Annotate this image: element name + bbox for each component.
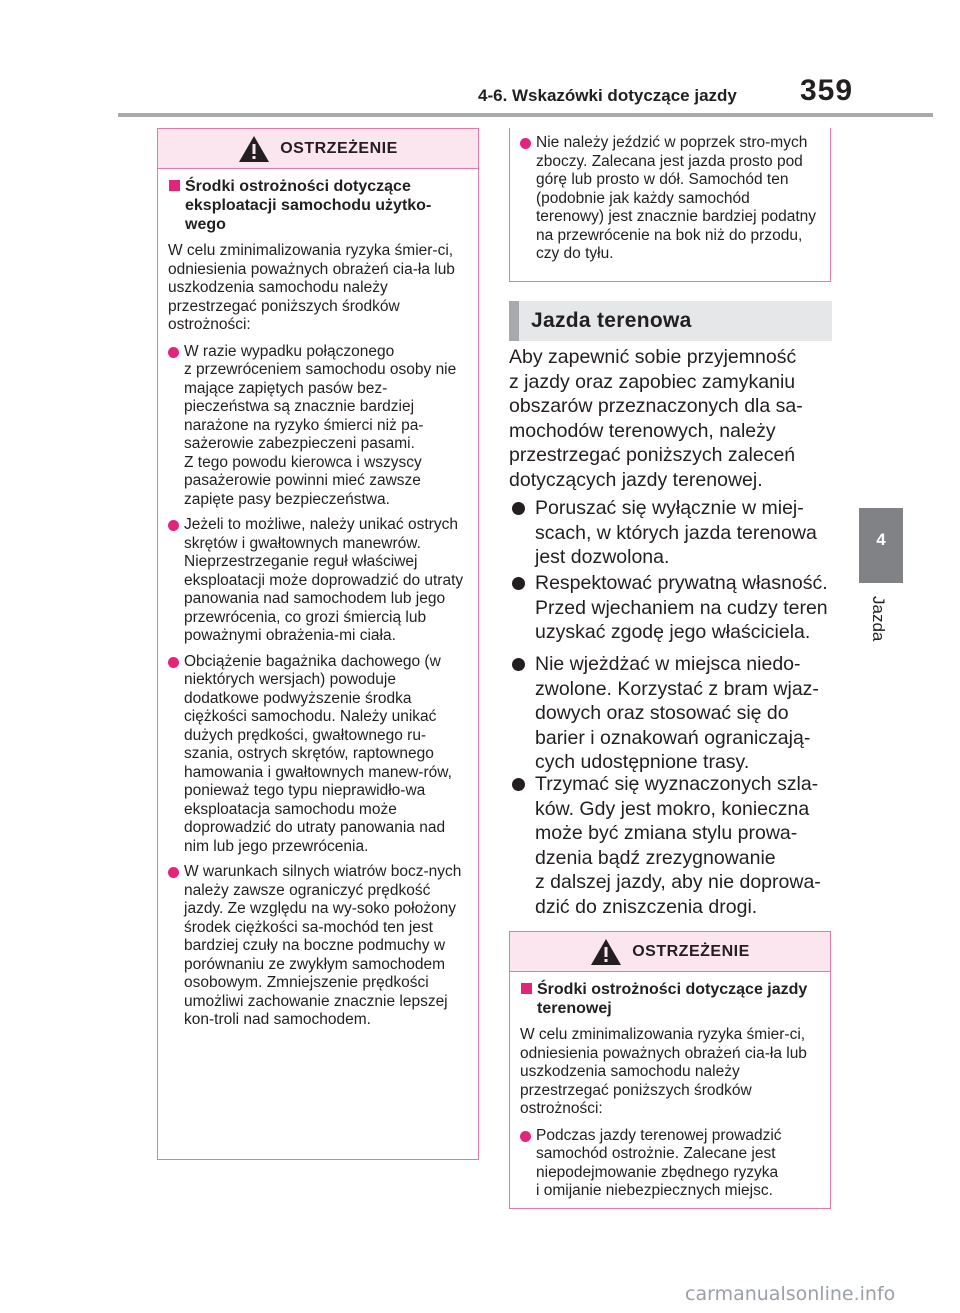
bullet-dot-icon: [512, 577, 525, 590]
warning-triangle-icon: [590, 938, 622, 966]
page-number: 359: [800, 74, 854, 107]
warning-bullet-text: Podczas jazdy terenowej prowadzić samochód ostrożnie. Zalecane jest niepodejmowanie zbędnego ryzyka i omijanie niebezpiecznych miejsc.: [536, 1126, 782, 1199]
warning-intro: W celu zminimalizowania ryzyka śmier-ci, odniesienia poważnych obrażeń cia-ła lub uszkodzenia samochodu należy przestrzegać poniższych środków ostrożności:: [520, 1026, 807, 1117]
bullet-dot-icon: [520, 1131, 531, 1142]
section-heading: Jazda terenowa: [509, 301, 832, 341]
warning-box-left: [157, 128, 479, 1160]
bullet-dot-icon: [168, 867, 179, 878]
chapter-label: Jazda: [869, 596, 888, 642]
warning-bullet: [520, 134, 820, 264]
warning-label: OSTRZEŻENIE: [280, 139, 398, 157]
warning-triangle-icon: [238, 135, 270, 163]
warning-subtitle: [168, 177, 468, 234]
section-title: 4-6. Wskazówki dotyczące jazdy: [478, 86, 737, 105]
warning-box-continued: [509, 128, 831, 282]
bullet-dot-icon: [168, 520, 179, 531]
warning-bullet: [168, 516, 468, 646]
warning-header: [158, 129, 478, 169]
warning-bullet: [520, 1127, 820, 1201]
warning-bullet: [168, 653, 468, 857]
offroad-bullet: [509, 571, 839, 645]
warning-bullet-text: Nie należy jeździć w poprzek stro-mych zboczy. Zalecana jest jazda prosto pod górę lub prosto w dół. Samochód ten (podobnie jak każdy samochód terenowy) jest znacznie bardziej podatny na przewrócenie na bok niż do przodu, czy do tyłu.: [536, 134, 817, 262]
offroad-bullet: [509, 772, 839, 919]
warning-subtitle: [520, 980, 820, 1018]
header-divider: [118, 113, 933, 117]
warning-header: [510, 932, 830, 972]
bullet-dot-icon: [520, 138, 531, 149]
square-bullet-icon: [521, 983, 532, 994]
warning-bullet: [168, 863, 468, 1030]
warning-intro: W celu zminimalizowania ryzyka śmier-ci, odniesienia poważnych obrażeń cia-ła lub uszkodzenia samochodu należy przestrzegać poniższych środków ostrożności:: [168, 242, 455, 333]
warning-body: [158, 169, 478, 1047]
square-bullet-icon: [169, 180, 180, 191]
offroad-bullet-text: Nie wjeżdżać w miejsca niedo-zwolone. Korzystać z bram wjaz-dowych oraz stosować się do barier i oznakowań ograniczają-cych udostępnione trasy.: [535, 653, 819, 773]
warning-body: [510, 972, 830, 1218]
bullet-dot-icon: [168, 347, 179, 358]
warning-bullet-text: Obciążenie bagażnika dachowego (w niektórych wersjach) powoduje dodatkowe podwyższenie środka ciężkości samochodu. Należy unikać dużych prędkości, gwałtownego ru-szania, ostrych skrętów, raptownego hamowania i gwałtownych manew-rów, ponieważ tego typu nieprawidło-wa eksploatacja samochodu może doprowadzić do utraty panowania nad nim lub jego przewrócenia.: [184, 652, 452, 855]
warning-label: OSTRZEŻENIE: [632, 942, 750, 960]
chapter-number: 4: [876, 530, 886, 549]
offroad-intro: Aby zapewnić sobie przyjemność z jazdy oraz zapobiec zamykaniu obszarów przeznaczonych dla sa-mochodów terenowych, należy przestrzegać poniższych zaleceń dotyczących jazdy terenowej.: [509, 346, 803, 491]
bullet-dot-icon: [512, 778, 525, 791]
warning-bullet-text: W razie wypadku połączonego z przewróceniem samochodu osoby nie mające zapiętych pasów bez-pieczeństwa są znacznie bardziej narażone na ryzyko śmierci niż pa-sażerowie zabezpieczeni pasami. Z tego powodu kierowca i wszyscy pasażerowie powinni mieć zawsze zapięte pasy bezpieczeństwa.: [184, 342, 457, 508]
offroad-bullet-text: Poruszać się wyłącznie w miej-scach, w których jazda terenowa jest dozwolona.: [535, 497, 817, 568]
watermark: carmanualsonline.info: [685, 1283, 896, 1305]
bullet-dot-icon: [512, 502, 525, 515]
offroad-bullet-text: Respektować prywatną własność. Przed wjechaniem na cudzy teren uzyskać zgodę jego właściciela.: [535, 572, 828, 643]
warning-bullet-text: W warunkach silnych wiatrów bocz-nych należy zawsze ograniczyć prędkość jazdy. Ze względu na wy-soko położony środek ciężkości sa-mochód ten jest bardziej czuły na boczne podmuchy w porównaniu ze zwykłym samochodem osobowym. Zmniejszenie prędkości umożliwi zachowanie znacznie lepszej kon-troli nad samochodem.: [184, 863, 462, 1028]
warning-body: [510, 128, 830, 281]
warning-subtitle-text: Środki ostrożności dotyczące eksploatacji samochodu użytko-wego: [185, 178, 432, 233]
offroad-bullet: [509, 652, 839, 775]
offroad-bullet: [509, 496, 839, 570]
warning-box-right: [509, 931, 831, 1209]
warning-bullet: [168, 343, 468, 510]
offroad-bullet-text: Trzymać się wyznaczonych szla-ków. Gdy jest mokro, konieczna może być zmiana stylu prowa-dzenia bądź zrezygnowanie z dalszej jazdy, aby nie doprowa-dzić do zniszczenia drogi.: [535, 773, 821, 918]
bullet-dot-icon: [168, 657, 179, 668]
warning-subtitle-text: Środki ostrożności dotyczące jazdy terenowej: [537, 981, 808, 1017]
bullet-dot-icon: [512, 658, 525, 671]
warning-bullet-text: Jeżeli to możliwe, należy unikać ostrych skrętów i gwałtownych manewrów. Nieprzestrzeganie reguł właściwej eksploatacji może doprowadzić do utraty panowania nad samochodem lub jego przewrócenia, co grozi śmiercią lub poważnymi obrażenia-mi ciała.: [184, 516, 464, 644]
